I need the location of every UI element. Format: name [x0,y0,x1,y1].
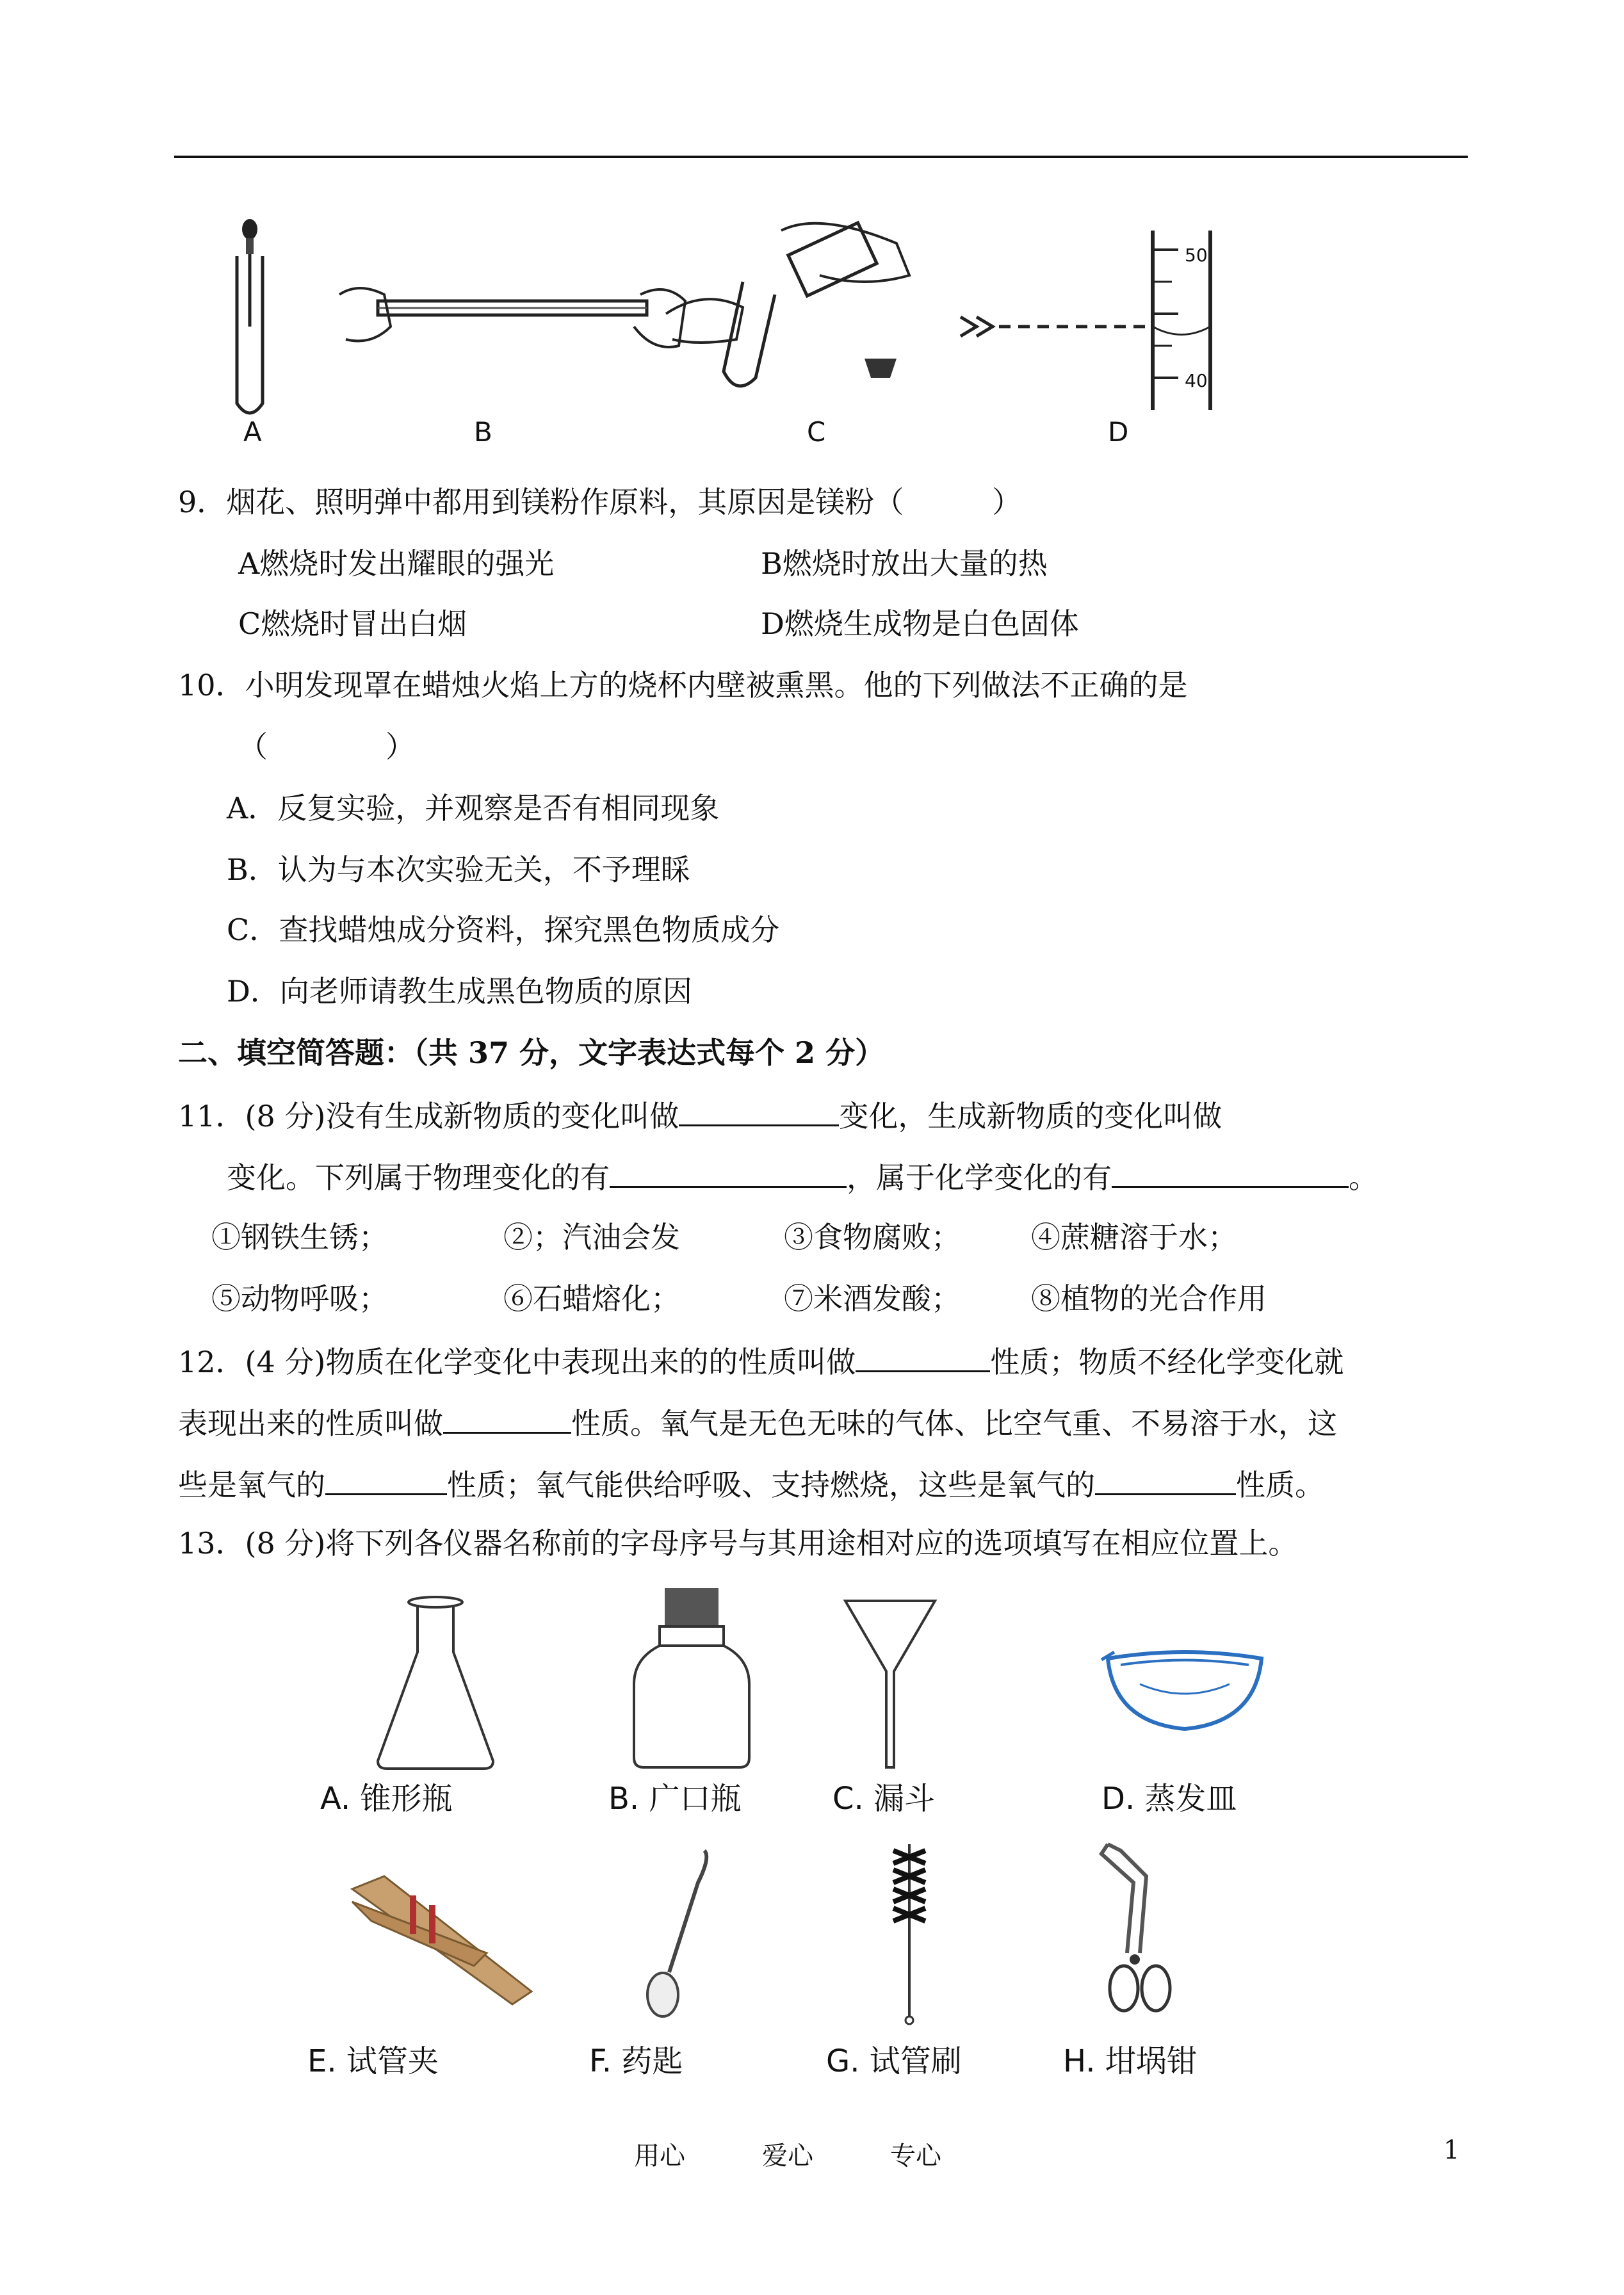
q12-text-1a: 12．(4 分)物质在化学变化中表现出来的的性质叫做 [178,1345,856,1379]
instrument-label-c: C. 漏斗 [832,1781,936,1817]
q11-text-2c: 。 [1349,1160,1378,1195]
q10-stem: 10．小明发现罩在蜡烛火焰上方的烧杯内壁被熏黑。他的下列做法不正确的是 [178,668,1188,702]
q11-item-6: ⑥石蜡熔化； [503,1281,680,1316]
tube-brush-drawing [877,1838,941,2030]
page-number: 1 [1443,2136,1460,2165]
q9-option-c: C燃烧时冒出白烟 [238,606,467,641]
q11-item-5: ⑤动物呼吸； [211,1281,388,1316]
q10-option-a: A．反复实验，并观察是否有相同现象 [227,791,720,825]
scale-mark-40: 40 [1185,370,1208,391]
footer-word-1: 用心 [634,2141,685,2171]
q9-option-a: A燃烧时发出耀眼的强光 [238,546,555,581]
hands-heating-tube-drawing [333,269,692,397]
conical-flask-drawing [371,1594,499,1780]
q11-item-7: ⑦米酒发酸； [784,1281,961,1316]
q11-item-3: ③食物腐败； [784,1220,961,1254]
q11-line2 [227,1156,1378,1197]
spoon-drawing [634,1844,724,2023]
figure-label-a: A [243,416,262,448]
figure-label-c: C [807,416,826,448]
q12-line1 [178,1341,1344,1381]
section2-title: 二、填空简答题：（共 37 分，文字表达式每个 2 分） [178,1035,885,1070]
q12-blank-3[interactable] [325,1464,447,1495]
footer-word-2: 爱心 [762,2141,813,2171]
footer-word-3: 专心 [890,2141,941,2171]
figure-label-d: D [1108,416,1129,448]
q9-stem: 9．烟花、照明弹中都用到镁粉作原料，其原因是镁粉（ ） [178,485,1022,519]
test-tube-clamp-drawing [346,1863,538,2017]
q11-blank-1[interactable] [679,1095,839,1126]
q12-text-3a: 些是氧气的 [178,1468,325,1502]
instrument-label-g: G. 试管刷 [826,2043,962,2079]
q12-text-2b: 性质。氧气是无色无味的气体、比空气重、不易溶于水，这 [571,1406,1337,1441]
q11-text-1a: 11．(8 分)没有生成新物质的变化叫做 [178,1099,679,1133]
instrument-label-h: H. 坩埚钳 [1063,2043,1198,2079]
q11-item-1: ①钢铁生锈； [211,1220,388,1254]
instrument-label-f: F. 药匙 [589,2043,683,2079]
q12-text-1b: 性质；物质不经化学变化就 [990,1345,1344,1379]
q10-option-b: B．认为与本次实验无关，不予理睬 [227,852,690,887]
q9-option-d: D燃烧生成物是白色固体 [761,606,1079,641]
q11-blank-3[interactable] [1112,1156,1349,1188]
instrument-label-e: E. 试管夹 [307,2043,439,2079]
q11-blank-2[interactable] [610,1156,847,1188]
evaporating-dish-drawing [1101,1646,1268,1748]
instrument-label-d: D. 蒸发皿 [1101,1781,1237,1817]
experiment-figure [173,192,1300,455]
instrument-label-b: B. 广口瓶 [608,1781,742,1817]
figure-label-b: B [474,416,492,448]
q12-line3 [178,1464,1324,1504]
q11-text-2a: 变化。下列属于物理变化的有 [227,1160,610,1195]
q11-line1 [178,1095,1222,1135]
instrument-label-a: A. 锥形瓶 [320,1781,453,1817]
q11-text-2b: ，属于化学变化的有 [847,1160,1112,1195]
q12-text-3c: 性质。 [1236,1468,1324,1502]
q10-paren: （ ） [238,729,415,764]
header-rule [174,156,1468,158]
q11-item-8: ⑧植物的光合作用 [1031,1281,1267,1316]
scale-mark-50: 50 [1185,245,1208,266]
pouring-liquid-drawing [653,218,922,423]
q12-text-3b: 性质；氧气能供给呼吸、支持燃烧，这些是氧气的 [447,1468,1095,1502]
q12-text-2a: 表现出来的性质叫做 [178,1406,443,1441]
q12-blank-1[interactable] [856,1341,990,1372]
q12-blank-2[interactable] [443,1402,571,1434]
q10-option-c: C．查找蜡烛成分资料，探究黑色物质成分 [227,912,780,947]
crucible-tongs-drawing [1095,1838,1185,2030]
q12-line2 [178,1402,1337,1443]
q11-item-4: ④蔗糖溶于水； [1031,1220,1237,1254]
wide-mouth-bottle-drawing [628,1588,756,1774]
q10-option-d: D．向老师请教生成黑色物质的原因 [227,974,692,1009]
q11-item-2: ②；汽油会发 [503,1220,680,1254]
q9-option-b: B燃烧时放出大量的热 [761,546,1048,581]
instruments-figure [243,1582,1370,2107]
q11-text-1b: 变化，生成新物质的变化叫做 [839,1099,1222,1133]
q12-blank-4[interactable] [1095,1464,1236,1495]
q13-stem: 13．(8 分)将下列各仪器名称前的字母序号与其用途相对应的选项填写在相应位置上。 [178,1526,1298,1561]
funnel-drawing [839,1594,941,1780]
